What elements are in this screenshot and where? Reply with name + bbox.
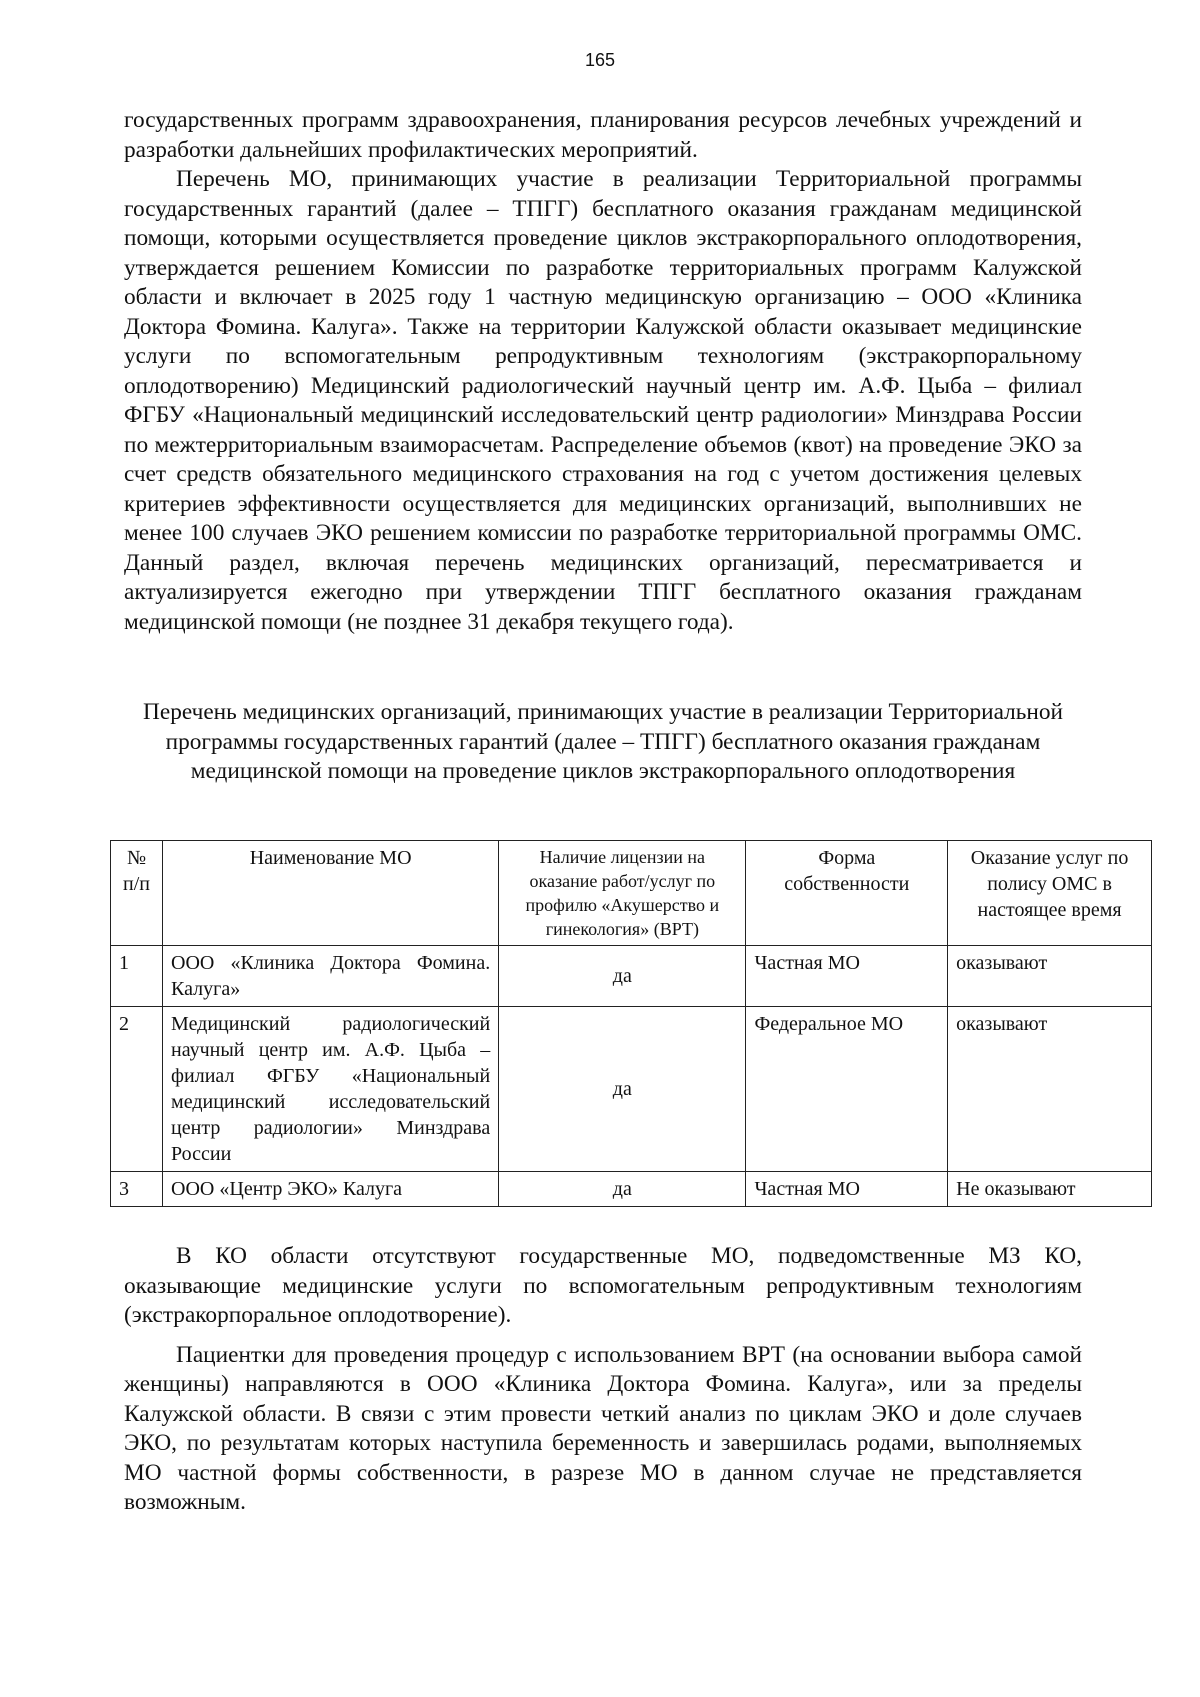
- row-num: 1: [111, 946, 163, 1007]
- closing-section: [124, 1242, 1082, 1518]
- row-name: ООО «Центр ЭКО» Калуга: [163, 1172, 499, 1207]
- intro-section: [124, 106, 1082, 637]
- row-ownership: Частная МО: [746, 946, 948, 1007]
- table-row: [111, 946, 1152, 1007]
- row-num: 3: [111, 1172, 163, 1207]
- row-oms: оказывают: [948, 1007, 1152, 1172]
- closing-paragraph-1: В КО области отсутствуют государственные МО, подведомственные МЗ КО, оказывающие медицинские услуги по вспомогательным репродуктивным технологиям (экстракорпоральное оплодотворение).: [124, 1243, 1082, 1328]
- table-row: [111, 1007, 1152, 1172]
- row-ownership: Частная МО: [746, 1172, 948, 1207]
- row-num: 2: [111, 1007, 163, 1172]
- header-oms: Оказание услуг по полису ОМС в настоящее время: [948, 841, 1152, 946]
- row-ownership: Федеральное МО: [746, 1007, 948, 1172]
- header-ownership: Форма собственности: [746, 841, 948, 946]
- table-title: Перечень медицинских организаций, принимающих участие в реализации Территориальной программы государственных гарантий (далее – ТПГГ) бесплатного оказания гражданам медицинской помощи на проведение циклов экстракорпорального оплодотворения: [143, 699, 1063, 784]
- intro-continuation: государственных программ здравоохранения, планирования ресурсов лечебных учреждений и разработки дальнейших профилактических мероприятий.: [124, 107, 1082, 163]
- intro-paragraph: Перечень МО, принимающих участие в реализации Территориальной программы государственных гарантий (далее – ТПГГ) бесплатного оказания гражданам медицинской помощи, которыми осуществляется проведение циклов экстракорпорального оплодотворения, утверждается решением Комиссии по разработке территориальных программ Калужской области и включает в 2025 году 1 частную медицинскую организацию – ООО «Клиника Доктора Фомина. Калуга». Также на территории Калужской области оказывает медицинские услуги по вспомогательным репродуктивным технологиям (экстракорпоральному оплодотворению) Медицинский радиологический научный центр им. А.Ф. Цыба – филиал ФГБУ «Национальный медицинский исследовательский центр радиологии» Минздрава России по межтерриториальным взаиморасчетам. Распределение объемов (квот) на проведение ЭКО за счет средств обязательного медицинского страхования на год с учетом достижения целевых критериев эффективности осуществляется для медицинских организаций, выполнивших не менее 100 случаев ЭКО решением комиссии по разработке территориальной программы ОМС. Данный раздел, включая перечень медицинских организаций, пересматривается и актуализируется ежегодно при утверждении ТПГГ бесплатного оказания гражданам медицинской помощи (не позднее 31 декабря текущего года).: [124, 166, 1082, 635]
- table-header-row: [111, 841, 1152, 946]
- row-license: да: [499, 1172, 746, 1207]
- closing-paragraph-2: Пациентки для проведения процедур с использованием ВРТ (на основании выбора самой женщины) направляются в ООО «Клиника Доктора Фомина. Калуга», или за пределы Калужской области. В связи с этим провести четкий анализ по циклам ЭКО и доле случаев ЭКО, по результатам которых наступила беременность и завершилась родами, выполняемых МО частной формы собственности, в разрезе МО в данном случае не представляется возможным.: [124, 1341, 1082, 1515]
- organizations-table: [110, 840, 1152, 1207]
- row-name: Медицинский радиологический научный центр им. А.Ф. Цыба – филиал ФГБУ «Национальный медицинский исследовательский центр радиологии» Минздрава России: [163, 1007, 499, 1172]
- page-number: 165: [584, 50, 616, 70]
- header-license: Наличие лицензии на оказание работ/услуг по профилю «Акушерство и гинекология» (ВРТ): [499, 841, 746, 946]
- row-license: да: [499, 1007, 746, 1172]
- row-oms: оказывают: [948, 946, 1152, 1007]
- table-row: [111, 1172, 1152, 1207]
- row-name: ООО «Клиника Доктора Фомина. Калуга»: [163, 946, 499, 1007]
- header-name: Наименование МО: [163, 841, 499, 946]
- row-oms: Не оказывают: [948, 1172, 1152, 1207]
- header-num: № п/п: [111, 841, 163, 946]
- row-license: да: [499, 946, 746, 1007]
